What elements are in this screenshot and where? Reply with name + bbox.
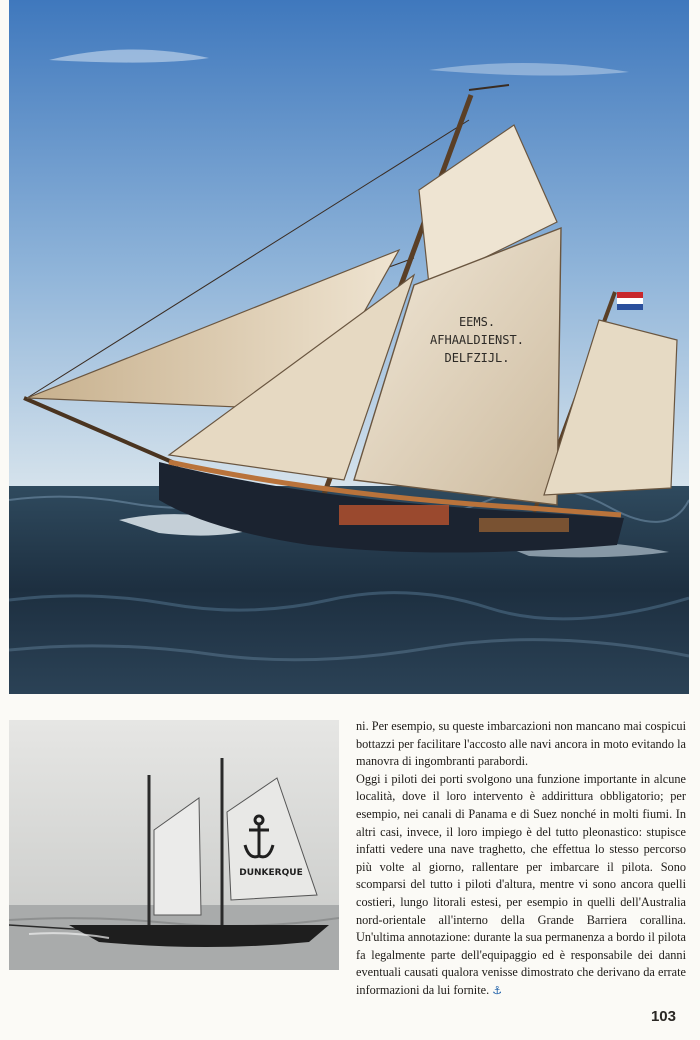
page-number: 103 xyxy=(650,1008,676,1025)
article-paragraph-1: ni. Per esempio, su queste imbarcazioni non mancano mai cospicui bottazzi per facilitare l'accosto alle navi ancora in moto evitando la manovra di ingombranti parabordi. xyxy=(356,719,686,769)
pilot-boat-painting xyxy=(9,0,689,694)
article-paragraph-2 xyxy=(356,771,686,1000)
dutch-flag xyxy=(617,292,643,310)
photo-sail-lettering: DUNKERQUE xyxy=(239,868,303,878)
sail-lettering-line-1: EEMS. xyxy=(458,315,496,329)
article-paragraph-2-text: Oggi i piloti dei porti svolgono una funzione importante in alcune località, dove il loro intervento è addirittura obbligatorio; per esempio, nei canali di Panama e di Suez nonché in molti fiumi. In altri casi, invece, il loro impiego è del tutto pleonastico: stupisce infatti vedere una nave traghetto, che effettua lo stesso percorso più volte al giorno, rallentare per imbarcare il pilota. Sono scomparsi del tutto i piloti d'altura, mentre vi sono ancora quelli costieri, lungo litorali estesi, per esempio in quelli dell'Australia nord-orientale all'interno della Grande Barriera corallina. Un'ultima annotazione: durante la sua permanenza a bordo il pilota fa legalmente parte dell'equipaggio ed è responsabile dei danni eventuali causati qualora venisse dimostrato che derivano da errate informazioni da lui fornite. xyxy=(356,771,686,997)
dunkerque-schooner-photo xyxy=(9,720,339,970)
deckhouse xyxy=(339,505,449,525)
article-body xyxy=(356,718,686,1000)
sail-lettering-line-3: DELFZIJL. xyxy=(444,351,510,365)
sail-lettering-line-2: AFHAALDIENST. xyxy=(430,333,524,347)
anchor-end-mark-icon: ⚓ xyxy=(492,983,503,997)
